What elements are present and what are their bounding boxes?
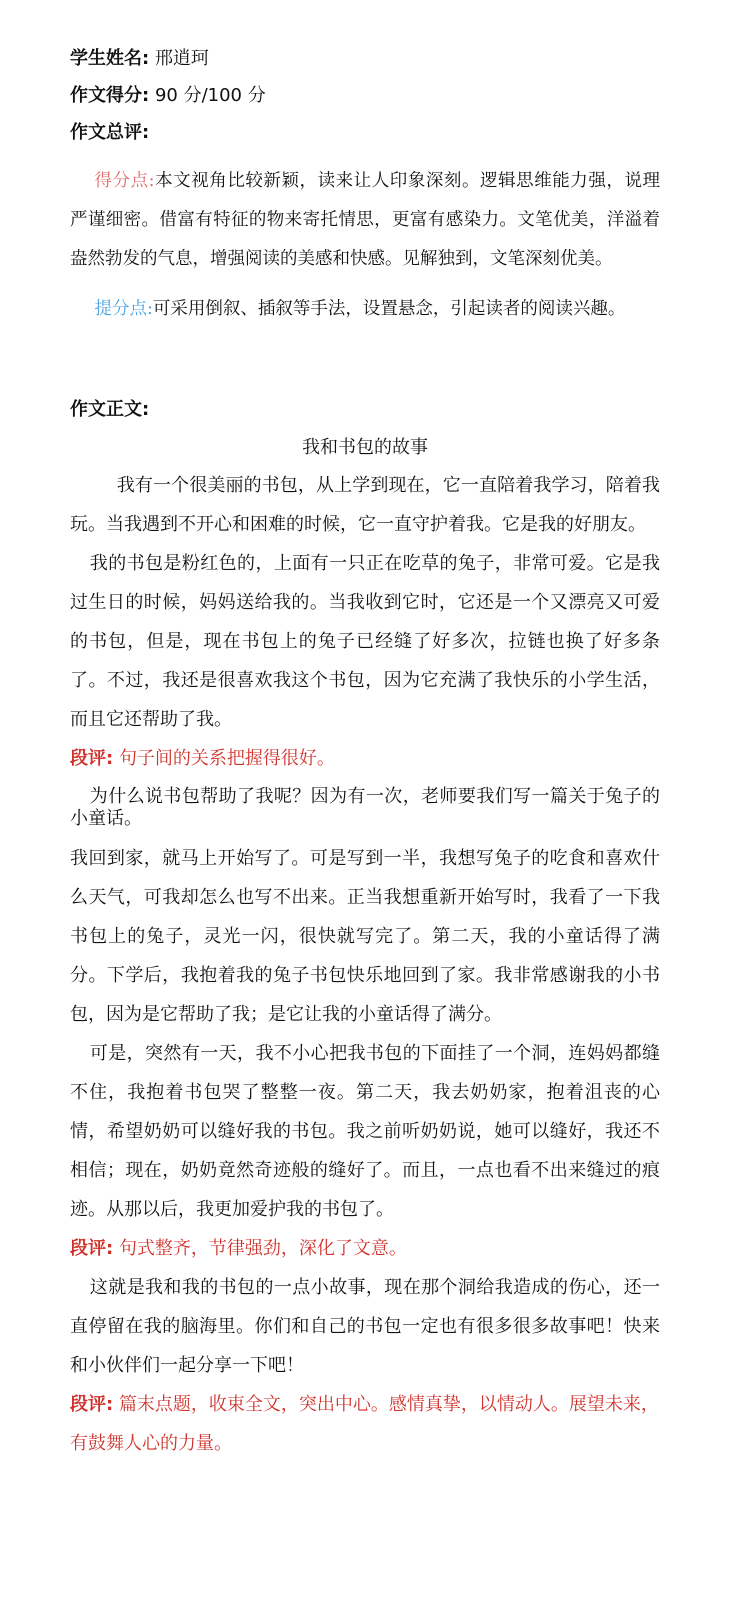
essay-paragraph-4: 可是，突然有一天，我不小心把我书包的下面挂了一个洞，连妈妈都缝不住，我抱着书包哭了整整一夜。第二天，我去奶奶家，抱着沮丧的心情，希望奶奶可以缝好我的书包。我之前听奶奶说，她可以缝好，我还不相信；现在，奶奶竟然奇迹般的缝好了。而且，一点也看不出来缝过的痕迹。从那以后，我更加爱护我的书包了。 bbox=[70, 1043, 660, 1220]
student-name-row bbox=[70, 40, 660, 77]
improvement-label: 提分点: bbox=[94, 299, 153, 319]
essay-title: 我和书包的故事 bbox=[302, 437, 428, 458]
score-row bbox=[70, 77, 660, 114]
overall-review-label: 作文总评: bbox=[70, 122, 150, 143]
essay-paragraph-3-rest: 我回到家，就马上开始写了。可是写到一半，我想写兔子的吃食和喜欢什么天气，可我却怎么也写不出来。正当我想重新开始写时，我看了一下我书包上的兔子，灵光一闪，很快就写完了。第二天，我的小童话得了满分。下学后，我抱着我的兔子书包快乐地回到了家。我非常感谢我的小书包，因为是它帮助了我；是它让我的小童话得了满分。 bbox=[70, 848, 660, 1025]
strengths-text: 本文视角比较新颖，读来让人印象深刻。逻辑思维能力强，说理严谨细密。借富有特征的物来寄托情思，更富有感染力。文笔优美，洋溢着盎然勃发的气息，增强阅读的美感和快感。见解独到，文笔深刻优美。 bbox=[70, 171, 660, 269]
score-label: 作文得分: bbox=[70, 85, 150, 106]
paragraph-comment-text: 篇末点题，收束全文，突出中心。感情真挚，以情动人。展望未来，有鼓舞人心的力量。 bbox=[70, 1394, 659, 1454]
essay-paragraph-1: 我有一个很美丽的书包，从上学到现在，它一直陪着我学习，陪着我玩。当我遇到不开心和困难的时候，它一直守护着我。它是我的好朋友。 bbox=[70, 475, 660, 535]
essay-heading: 作文正文: bbox=[70, 399, 150, 420]
essay-paragraph-5: 这就是我和我的书包的一点小故事，现在那个洞给我造成的伤心，还一直停留在我的脑海里。你们和自己的书包一定也有很多很多故事吧！快来和小伙伴们一起分享一下吧！ bbox=[70, 1277, 660, 1376]
student-name-value: 邢逍珂 bbox=[154, 48, 209, 69]
improvement-text: 可采用倒叙、插叙等手法，设置悬念，引起读者的阅读兴趣。 bbox=[152, 299, 626, 319]
improvement-review bbox=[70, 290, 660, 329]
paragraph-comment-2 bbox=[70, 1229, 660, 1268]
student-name-label: 学生姓名: bbox=[70, 48, 150, 69]
essay-paragraph-2: 我的书包是粉红色的，上面有一只正在吃草的兔子，非常可爱。它是我过生日的时候，妈妈送给我的。当我收到它时，它还是一个又漂亮又可爱的书包，但是，现在书包上的兔子已经缝了好多次，拉链也换了好多条了。不过，我还是很喜欢我这个书包，因为它充满了我快乐的小学生活，而且它还帮助了我。 bbox=[70, 553, 660, 730]
score-value: 90 分/100 分 bbox=[154, 85, 266, 106]
essay-paragraph-3 bbox=[70, 778, 660, 1034]
strengths-label: 得分点: bbox=[94, 171, 155, 191]
paragraph-comment-label: 段评: bbox=[70, 748, 114, 769]
paragraph-comment-1 bbox=[70, 739, 660, 778]
paragraph-comment-label: 段评: bbox=[70, 1394, 114, 1415]
paragraph-comment-text: 句式整齐，节律强劲，深化了文意。 bbox=[118, 1238, 407, 1259]
paragraph-comment-text: 句子间的关系把握得很好。 bbox=[118, 748, 335, 769]
essay-paragraph-3-first-line: 为什么说书包帮助了我呢？因为有一次，老师要我们写一篇关于兔子的小童话。 bbox=[70, 786, 660, 829]
overall-review-row bbox=[70, 114, 660, 151]
paragraph-comment-3 bbox=[70, 1385, 660, 1463]
strengths-review bbox=[70, 162, 660, 279]
paragraph-comment-label: 段评: bbox=[70, 1238, 114, 1259]
